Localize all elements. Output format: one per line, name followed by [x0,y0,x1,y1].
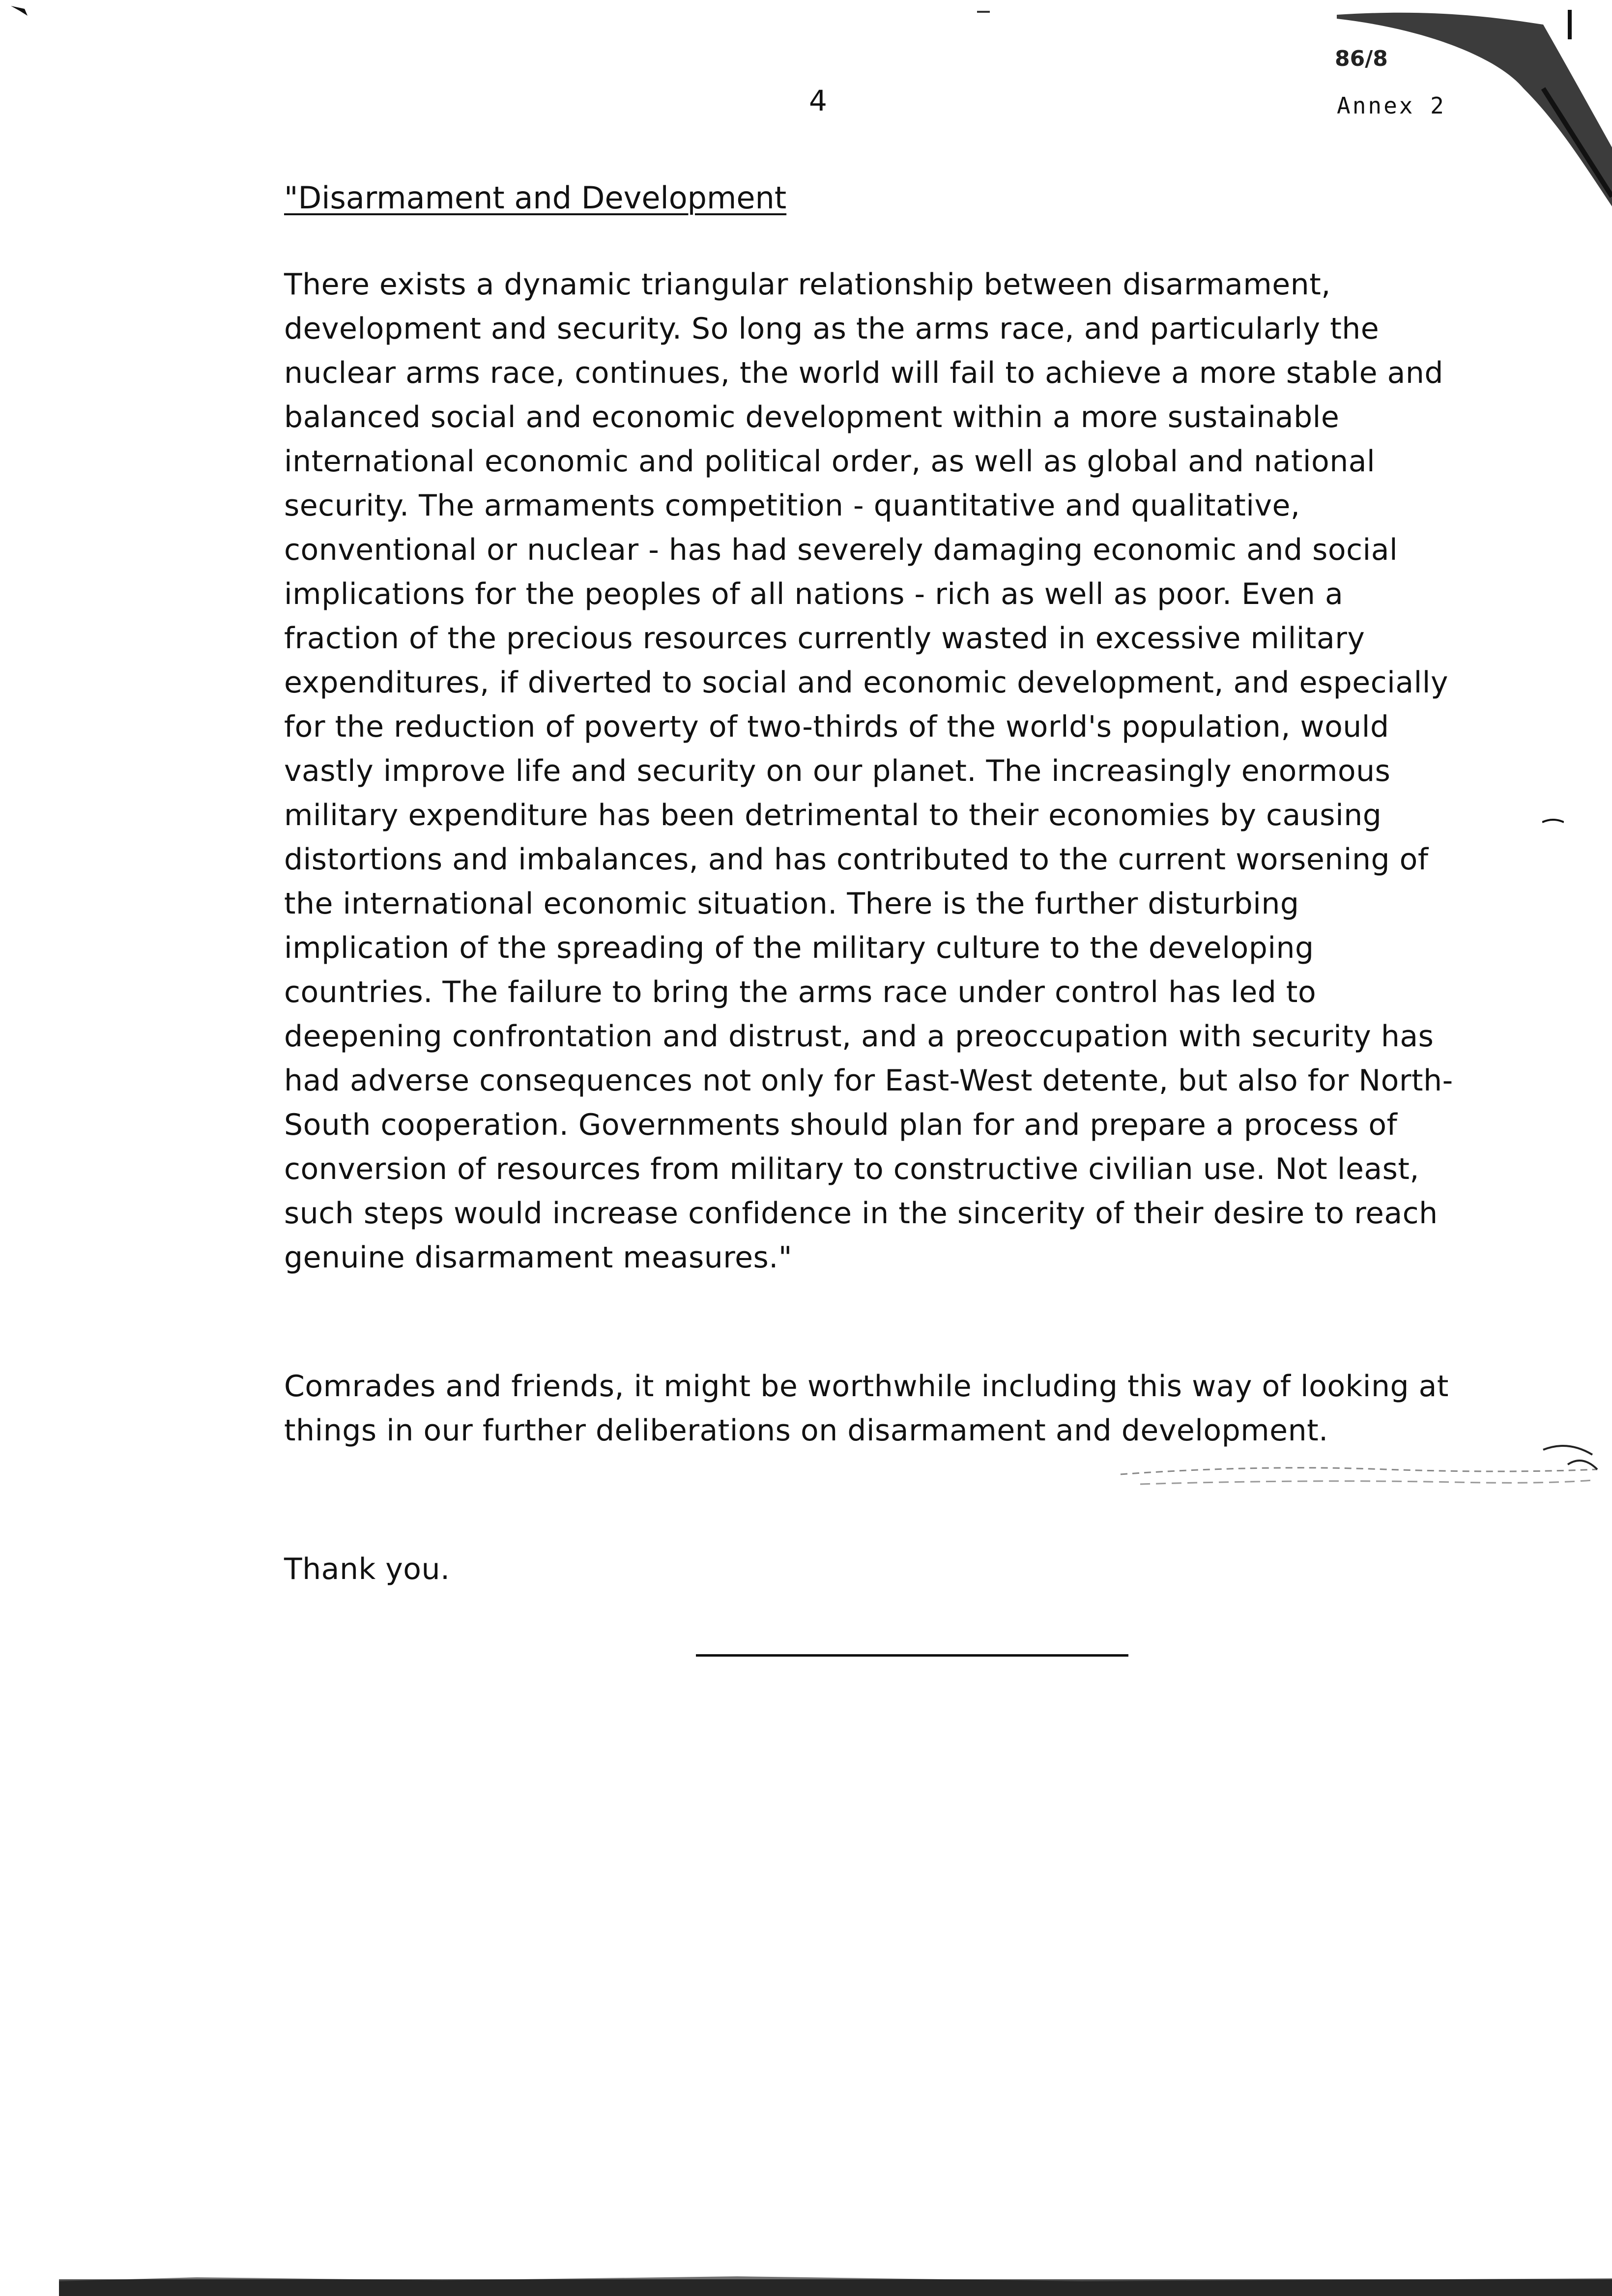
scan-dash-top [977,11,990,13]
closing-paragraph: Comrades and friends, it might be worthwhile including this way of looking at things in our further deliberations on disarmament and development. [284,1369,1449,1448]
thanks-line: Thank you. [284,1552,450,1586]
quote-paragraph: There exists a dynamic triangular relationship between disarmament, development and security. So long as the arms race, and particularly the nuclear arms race, continues, the world will fail to achieve a more stable and balanced social and economic development within a more sustainable international economic and political order, as well as global and national security. The armaments competition - quantitative and qualitative, conventional or nuclear - has had severely damaging economic and social implications for the peoples of all nations - rich as well as poor. Even a fraction of the precious resources currently wasted in excessive military expenditures, if diverted to social and economic development, and especially for the reduction of poverty of two-thirds of the world's population, would vastly improve life and security on our planet. The increasingly enormous military expenditure has been detrimental to their economies by causing distortions and imbalances, and has contributed to the current worsening of the international economic situation. There is the further disturbing implication of the spreading of the military culture to the developing countries. The failure to bring the arms race under control has led to deepening confrontation and distrust, and a preoccupation with security has had adverse consequences not only for East-West detente, but also for North-South cooperation. Governments should plan for and prepare a process of conversion of resources from military to constructive civilian use. Not least, such steps would increase confidence in the sincerity of their desire to reach genuine disarmament measures." [284,267,1453,1275]
end-divider [696,1654,1128,1657]
document-code: 86/8 [1335,46,1388,71]
page-number: 4 [809,84,827,117]
scan-corner-mark-left [10,4,29,17]
annex-label: Annex 2 [1337,92,1446,119]
scan-bottom-edge [0,2267,1612,2296]
section-title: "Disarmament and Development [284,180,787,216]
scan-dash-right [1542,816,1564,821]
